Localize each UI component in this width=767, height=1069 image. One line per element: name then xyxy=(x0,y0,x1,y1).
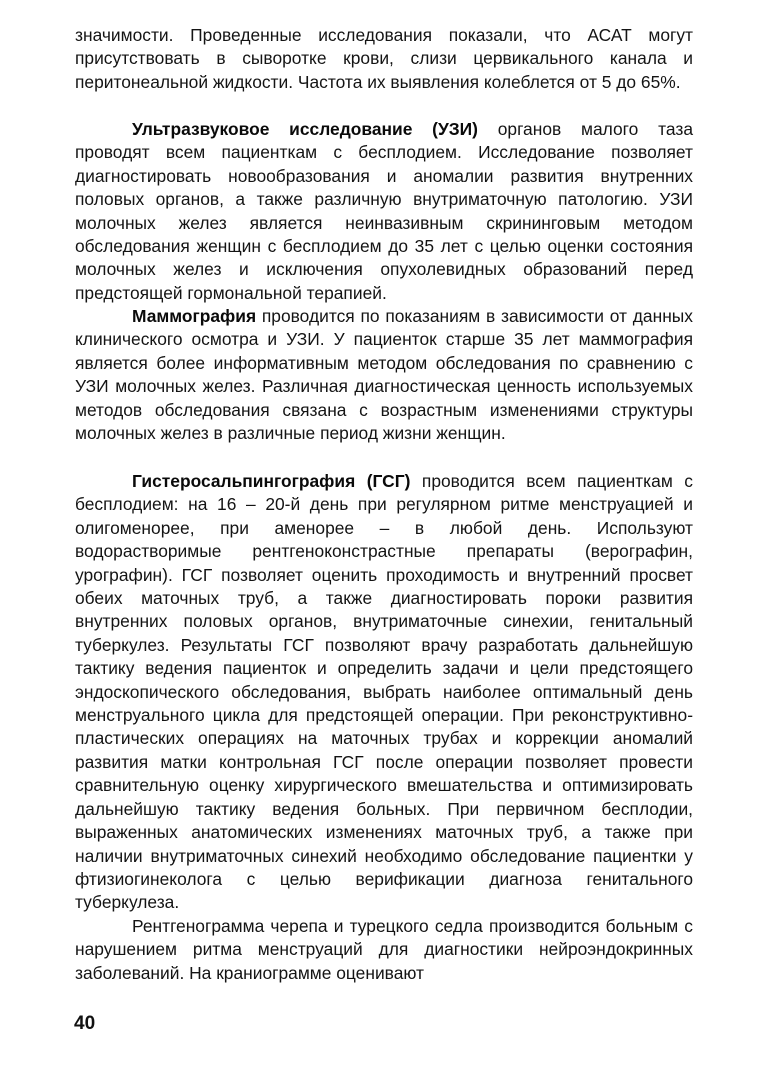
paragraph-mammography xyxy=(75,305,693,445)
paragraph-1-text: значимости. Проведенные исследования показали, что АСАТ могут присутствовать в сыворотке крови, слизи цервикального канала и перитонеальной жидкости. Частота их выявления колеблется от 5 до 65%. xyxy=(75,25,693,92)
term-hysterosalpingography: Гистеросальпингография (ГСГ) xyxy=(132,471,411,491)
paragraph-5-text: Рентгенограмма черепа и турецкого седла производится больным с нарушением ритма менструаций для диагностики нейроэндокринных заболеваний. На краниограмме оценивают xyxy=(75,916,693,983)
paragraph-4-text: проводится всем пациенткам с бесплодием: на 16 – 20-й день при регулярном ритме менструацией и олигоменорее, при аменорее – в любой день. Используют водорастворимые рентгеноконстрастные препараты (верографин, урографин). ГСГ позволяет оценить проходимость и внутренний просвет обеих маточных труб, а также диагностировать пороки развития внутренних половых органов, внутриматочные синехии, генитальный туберкулез. Результаты ГСГ позволяют врачу разработать дальнейшую тактику ведения пациенток и определить задачи и цели предстоящего эндоскопического обследования, выбрать наиболее оптимальный день менструального цикла для предстоящей операции. При реконструктивно-пластических операциях на маточных трубах и коррекции аномалий развития матки контрольная ГСГ после операции позволяет провести сравнительную оценку хирургического вмешательства и оптимизировать дальнейшую тактику ведения больных. При первичном бесплодии, выраженных анатомических изменениях маточных труб, а также при наличии внутриматочных синехий необходимо обследование пациентки у фтизиогинеколога с целью верификации диагноза генитального туберкулеза. xyxy=(75,471,693,913)
term-mammography: Маммография xyxy=(132,306,257,326)
term-ultrasound: Ультразвуковое исследование (УЗИ) xyxy=(132,119,478,139)
paragraph-ultrasound xyxy=(75,118,693,305)
paragraph-hysterosalpingography xyxy=(75,470,693,915)
paragraph-skull-radiography xyxy=(75,915,693,985)
paragraph-continuation xyxy=(75,24,693,94)
page-number: 40 xyxy=(74,1013,96,1034)
paragraph-2-text: органов малого таза проводят всем пациенткам с бесплодием. Исследование позволяет диагностировать новообразования и аномалии развития внутренних половых органов, а также различную внутриматочную патологию. УЗИ молочных желез является неинвазивным скрининговым методом обследования женщин с бесплодием до 35 лет с целью оценки состояния молочных желез и исключения опухолевидных образований перед предстоящей гормональной терапией. xyxy=(75,119,693,303)
paragraph-3-text: проводится по показаниям в зависимости от данных клинического осмотра и УЗИ. У пациенток старше 35 лет маммография является более информативным методом обследования по сравнению с УЗИ молочных желез. Различная диагностическая ценность используемых методов обследования связана с возрастным изменениями структуры молочных желез в различные период жизни женщин. xyxy=(75,306,693,444)
